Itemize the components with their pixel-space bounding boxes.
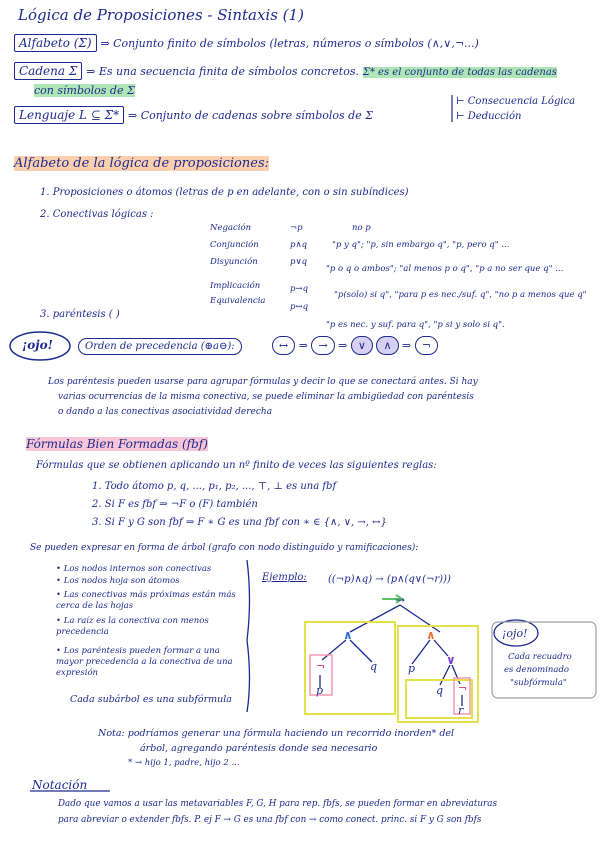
conn-name-1: Conjunción bbox=[210, 240, 259, 250]
cadena-box: Cadena Σ bbox=[14, 62, 82, 80]
ojo2-line-2: "subfórmula" bbox=[510, 678, 567, 688]
prec-and: ∧ bbox=[376, 336, 398, 355]
ejemplo-formula: ((¬p)∧q) → (p∧(q∨(¬r))) bbox=[328, 574, 451, 585]
lenguaje-box: Lenguaje L ⊆ Σ* bbox=[14, 106, 124, 124]
nota-line-2: árbol, agregando paréntesis donde sea necesario bbox=[140, 743, 378, 754]
conn-sym-1: p∧q bbox=[290, 240, 308, 250]
conn-sym-4: p↔q bbox=[290, 302, 309, 312]
ojo2-line-1: es denominado bbox=[504, 665, 570, 675]
tree-p1: p bbox=[316, 684, 324, 697]
bullet-4: • Los paréntesis pueden formar a una mayor precedencia a la conectiva de una expresión bbox=[56, 646, 233, 678]
conn-sym-3: p→q bbox=[290, 284, 309, 294]
tree-q1: q bbox=[370, 660, 378, 673]
precedence-chain: ↔ ⇒ → ⇒ ∨ ∧ ⇒ ¬ bbox=[272, 339, 438, 352]
tree-root: → bbox=[395, 593, 406, 607]
page-title: Lógica de Proposiciones - Sintaxis (1) bbox=[18, 6, 304, 24]
tree-neg2: ¬ bbox=[458, 682, 468, 695]
prec-impl: → bbox=[311, 336, 334, 355]
subtree-note: Cada subárbol es una subfórmula bbox=[70, 694, 232, 705]
alfabeto-def: Alfabeto (Σ) ⇒ Conjunto finito de símbolos (letras, números o símbolos (∧,∨,¬...) bbox=[14, 36, 479, 50]
conn-read-0: no p bbox=[352, 223, 371, 233]
prec-equiv: ↔ bbox=[272, 336, 295, 355]
lenguaje-text: Conjunto de cadenas sobre símbolos de Σ bbox=[140, 109, 373, 122]
conn-read-3: "p(solo) si q", "para p es nec./suf. q", "no p a menos que q" bbox=[334, 290, 587, 300]
notacion-heading: Notación bbox=[32, 778, 88, 792]
tree-left-and: ∧ bbox=[343, 628, 353, 642]
cadena-text: Es una secuencia finita de símbolos concretos. bbox=[98, 65, 359, 78]
conn-read-1: "p y q"; "p, sin embargo q", "p, pero q" ... bbox=[332, 240, 510, 250]
cadena-text2: con símbolos de Σ bbox=[34, 84, 135, 97]
fbf-rule-1: 1. Todo átomo p, q, ..., p₁, p₂, ..., ⊤, ⊥ es una fbf bbox=[92, 481, 337, 492]
tree-neg1: ¬ bbox=[316, 660, 326, 673]
ejemplo-label: Ejemplo: bbox=[262, 572, 307, 583]
alfabeto-box: Alfabeto (Σ) bbox=[14, 34, 97, 52]
precedence-label: Orden de precedencia (⊕a⊖): bbox=[78, 341, 242, 352]
bullet-0: • Los nodos internos son conectivas bbox=[56, 564, 212, 574]
side-note-consecuencia: ⊢ Consecuencia Lógica bbox=[456, 96, 576, 107]
ojo-label: ¡ojo! bbox=[22, 338, 53, 352]
fbf-intro: Fórmulas que se obtienen aplicando un nº finito de veces las siguientes reglas: bbox=[36, 460, 437, 471]
tree-q2: q bbox=[436, 684, 444, 697]
conn-sym-2: p∨q bbox=[290, 257, 308, 267]
fbf-rule-3: 3. Si F y G son fbf ⇒ F ∗ G es una fbf con ∗ ∈ {∧, ∨, →, ↔} bbox=[92, 517, 387, 528]
item-conectivas: 2. Conectivas lógicas : bbox=[40, 209, 154, 220]
ojo-text-3: o dando a las conectivas asociatividad derecha bbox=[58, 407, 273, 417]
ojo-text-2: varias ocurrencias de la misma conectiva, se puede eliminar la ambigüedad con paréntesis bbox=[58, 392, 474, 402]
nota-line-3: * → hijo 1, padre, hijo 2 ... bbox=[128, 758, 240, 768]
cadena-highlight: Σ* es el conjunto de todas las cadenas bbox=[362, 67, 557, 78]
notacion-text-2: para abreviar o extender fbfs. P. ej F → G es una fbf con → como conect. princ. si F y G son fbfs bbox=[58, 815, 482, 825]
conn-read-2: "p o q o ambos"; "al menos p o q", "p a no ser que q" ... bbox=[326, 264, 564, 274]
item-parentesis: 3. paréntesis ( ) bbox=[40, 309, 120, 320]
conn-name-2: Disyunción bbox=[210, 257, 258, 267]
bullet-3: • La raíz es la conectiva con menos precedencia bbox=[56, 616, 209, 637]
alfabeto-text: Conjunto finito de símbolos (letras, números o símbolos (∧,∨,¬...) bbox=[113, 37, 479, 50]
ojo2-line-0: Cada recuadro bbox=[508, 652, 572, 662]
fbf-tree-intro: Se pueden expresar en forma de árbol (grafo con nodo distinguido y ramificaciones): bbox=[30, 543, 419, 553]
tree-r: r bbox=[458, 704, 464, 717]
tree-p2: p bbox=[408, 662, 416, 675]
fbf-heading: Fórmulas Bien Formadas (fbf) bbox=[26, 437, 208, 451]
fbf-rule-2: 2. Si F es fbf ⇒ ¬F o (F) también bbox=[92, 499, 258, 510]
ojo-text-1: Los paréntesis pueden usarse para agrupar fórmulas y decir lo que se conectará antes. Si hay bbox=[48, 377, 478, 387]
cadena-def: Cadena Σ ⇒ Es una secuencia finita de símbolos concretos. Σ* es el conjunto de todas las cadenas bbox=[14, 64, 557, 78]
bullet-2: • Las conectivas más próximas están más cerca de las hojas bbox=[56, 590, 236, 611]
tree-right-and: ∧ bbox=[426, 628, 436, 642]
conn-sym-0: ¬p bbox=[290, 223, 303, 233]
side-note-deduccion: ⊢ Deducción bbox=[456, 111, 522, 122]
prec-not: ¬ bbox=[415, 336, 438, 355]
tree-or: ∨ bbox=[446, 653, 456, 667]
ojo2-label: ¡ojo! bbox=[502, 627, 528, 640]
bullet-1: • Los nodos hoja son átomos bbox=[56, 576, 180, 586]
conn-name-0: Negación bbox=[210, 223, 252, 233]
conn-read-4: "p es nec. y suf. para q", "p si y solo si q". bbox=[326, 320, 505, 330]
nota-line-1: Nota: podríamos generar una fórmula haciendo un recorrido inorden* del bbox=[98, 728, 455, 739]
item-proposiciones: 1. Proposiciones o átomos (letras de p en adelante, con o sin subíndices) bbox=[40, 187, 409, 198]
alfabeto-logica-heading: Alfabeto de la lógica de proposiciones: bbox=[14, 156, 269, 171]
lenguaje-def: Lenguaje L ⊆ Σ* ⇒ Conjunto de cadenas sobre símbolos de Σ bbox=[14, 108, 373, 122]
conn-name-3: Implicación bbox=[210, 281, 261, 291]
conn-name-4: Equivalencia bbox=[210, 296, 266, 306]
notacion-text-1: Dado que vamos a usar las metavariables F, G, H para rep. fbfs, se pueden formar en abreviaturas bbox=[58, 799, 498, 809]
prec-or: ∨ bbox=[351, 336, 373, 355]
